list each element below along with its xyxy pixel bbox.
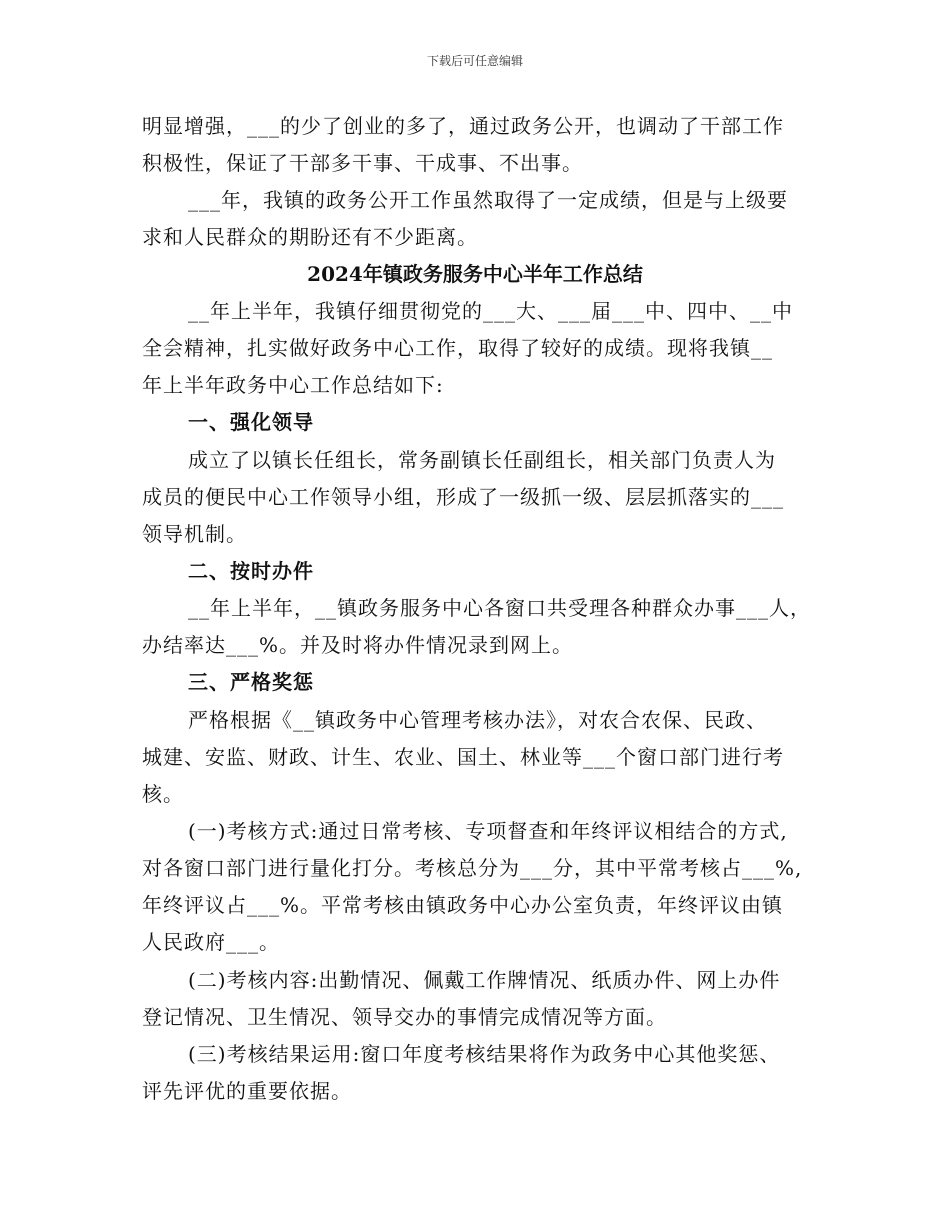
paragraph-line: 成员的便民中心工作领导小组，形成了一级抓一级、层层抓落实的___	[142, 485, 784, 509]
paragraph-line: 明显增强，___的少了创业的多了，通过政务公开，也调动了干部工作	[142, 114, 784, 138]
paragraph-line: 评先评优的重要依据。	[142, 1079, 352, 1103]
section-heading: 二、按时办件	[188, 559, 314, 583]
paragraph-line: 全会精神，扎实做好政务中心工作，取得了较好的成绩。现将我镇__	[142, 336, 773, 360]
section-heading: 一、强化领导	[188, 410, 314, 434]
paragraph-line: 人民政府___。	[142, 930, 280, 954]
paragraph-line: 积极性，保证了干部多干事、干成事、不出事。	[142, 151, 583, 175]
paragraph-line: (二)考核内容:出勤情况、佩戴工作牌情况、纸质办件、网上办件	[188, 968, 781, 992]
paragraph-line: 办结率达___%。并及时将办件情况录到网上。	[142, 633, 574, 657]
paragraph-line: 核。	[142, 782, 184, 806]
paragraph-line: __年上半年，我镇仔细贯彻党的___大、___届___中、四中、__中	[188, 299, 793, 323]
paragraph-line: ___年，我镇的政务公开工作虽然取得了一定成绩，但是与上级要	[188, 188, 788, 212]
paragraph-line: 登记情况、卫生情况、领导交办的事情完成情况等方面。	[142, 1005, 667, 1029]
paragraph-line: (三)考核结果运用:窗口年度考核结果将作为政务中心其他奖惩、	[188, 1042, 781, 1066]
paragraph-line: (一)考核方式:通过日常考核、专项督查和年终评议相结合的方式,	[188, 819, 788, 843]
paragraph-line: 领导机制。	[142, 522, 247, 546]
paragraph-line: 对各窗口部门进行量化打分。考核总分为___分，其中平常考核占___%,	[142, 856, 803, 880]
paragraph-line: 求和人民群众的期盼还有不少距离。	[142, 225, 478, 249]
section-heading: 三、严格奖惩	[188, 670, 314, 694]
paragraph-line: 城建、安监、财政、计生、农业、国土、林业等___个窗口部门进行考	[142, 745, 784, 769]
paragraph-line: 成立了以镇长任组长，常务副镇长任副组长，相关部门负责人为	[188, 448, 776, 472]
paragraph-line: 严格根据《__镇政务中心管理考核办法》，对农合农保、民政、	[188, 708, 767, 732]
document-title: 2024年镇政务服务中心半年工作总结	[307, 262, 643, 286]
paragraph-line: 年上半年政务中心工作总结如下:	[142, 373, 444, 397]
page-header: 下载后可任意编辑	[426, 54, 523, 68]
paragraph-line: __年上半年，__镇政务服务中心各窗口共受理各种群众办事___人，	[188, 596, 811, 620]
paragraph-line: 年终评议占___%。平常考核由镇政务中心办公室负责，年终评议由镇	[142, 893, 784, 917]
